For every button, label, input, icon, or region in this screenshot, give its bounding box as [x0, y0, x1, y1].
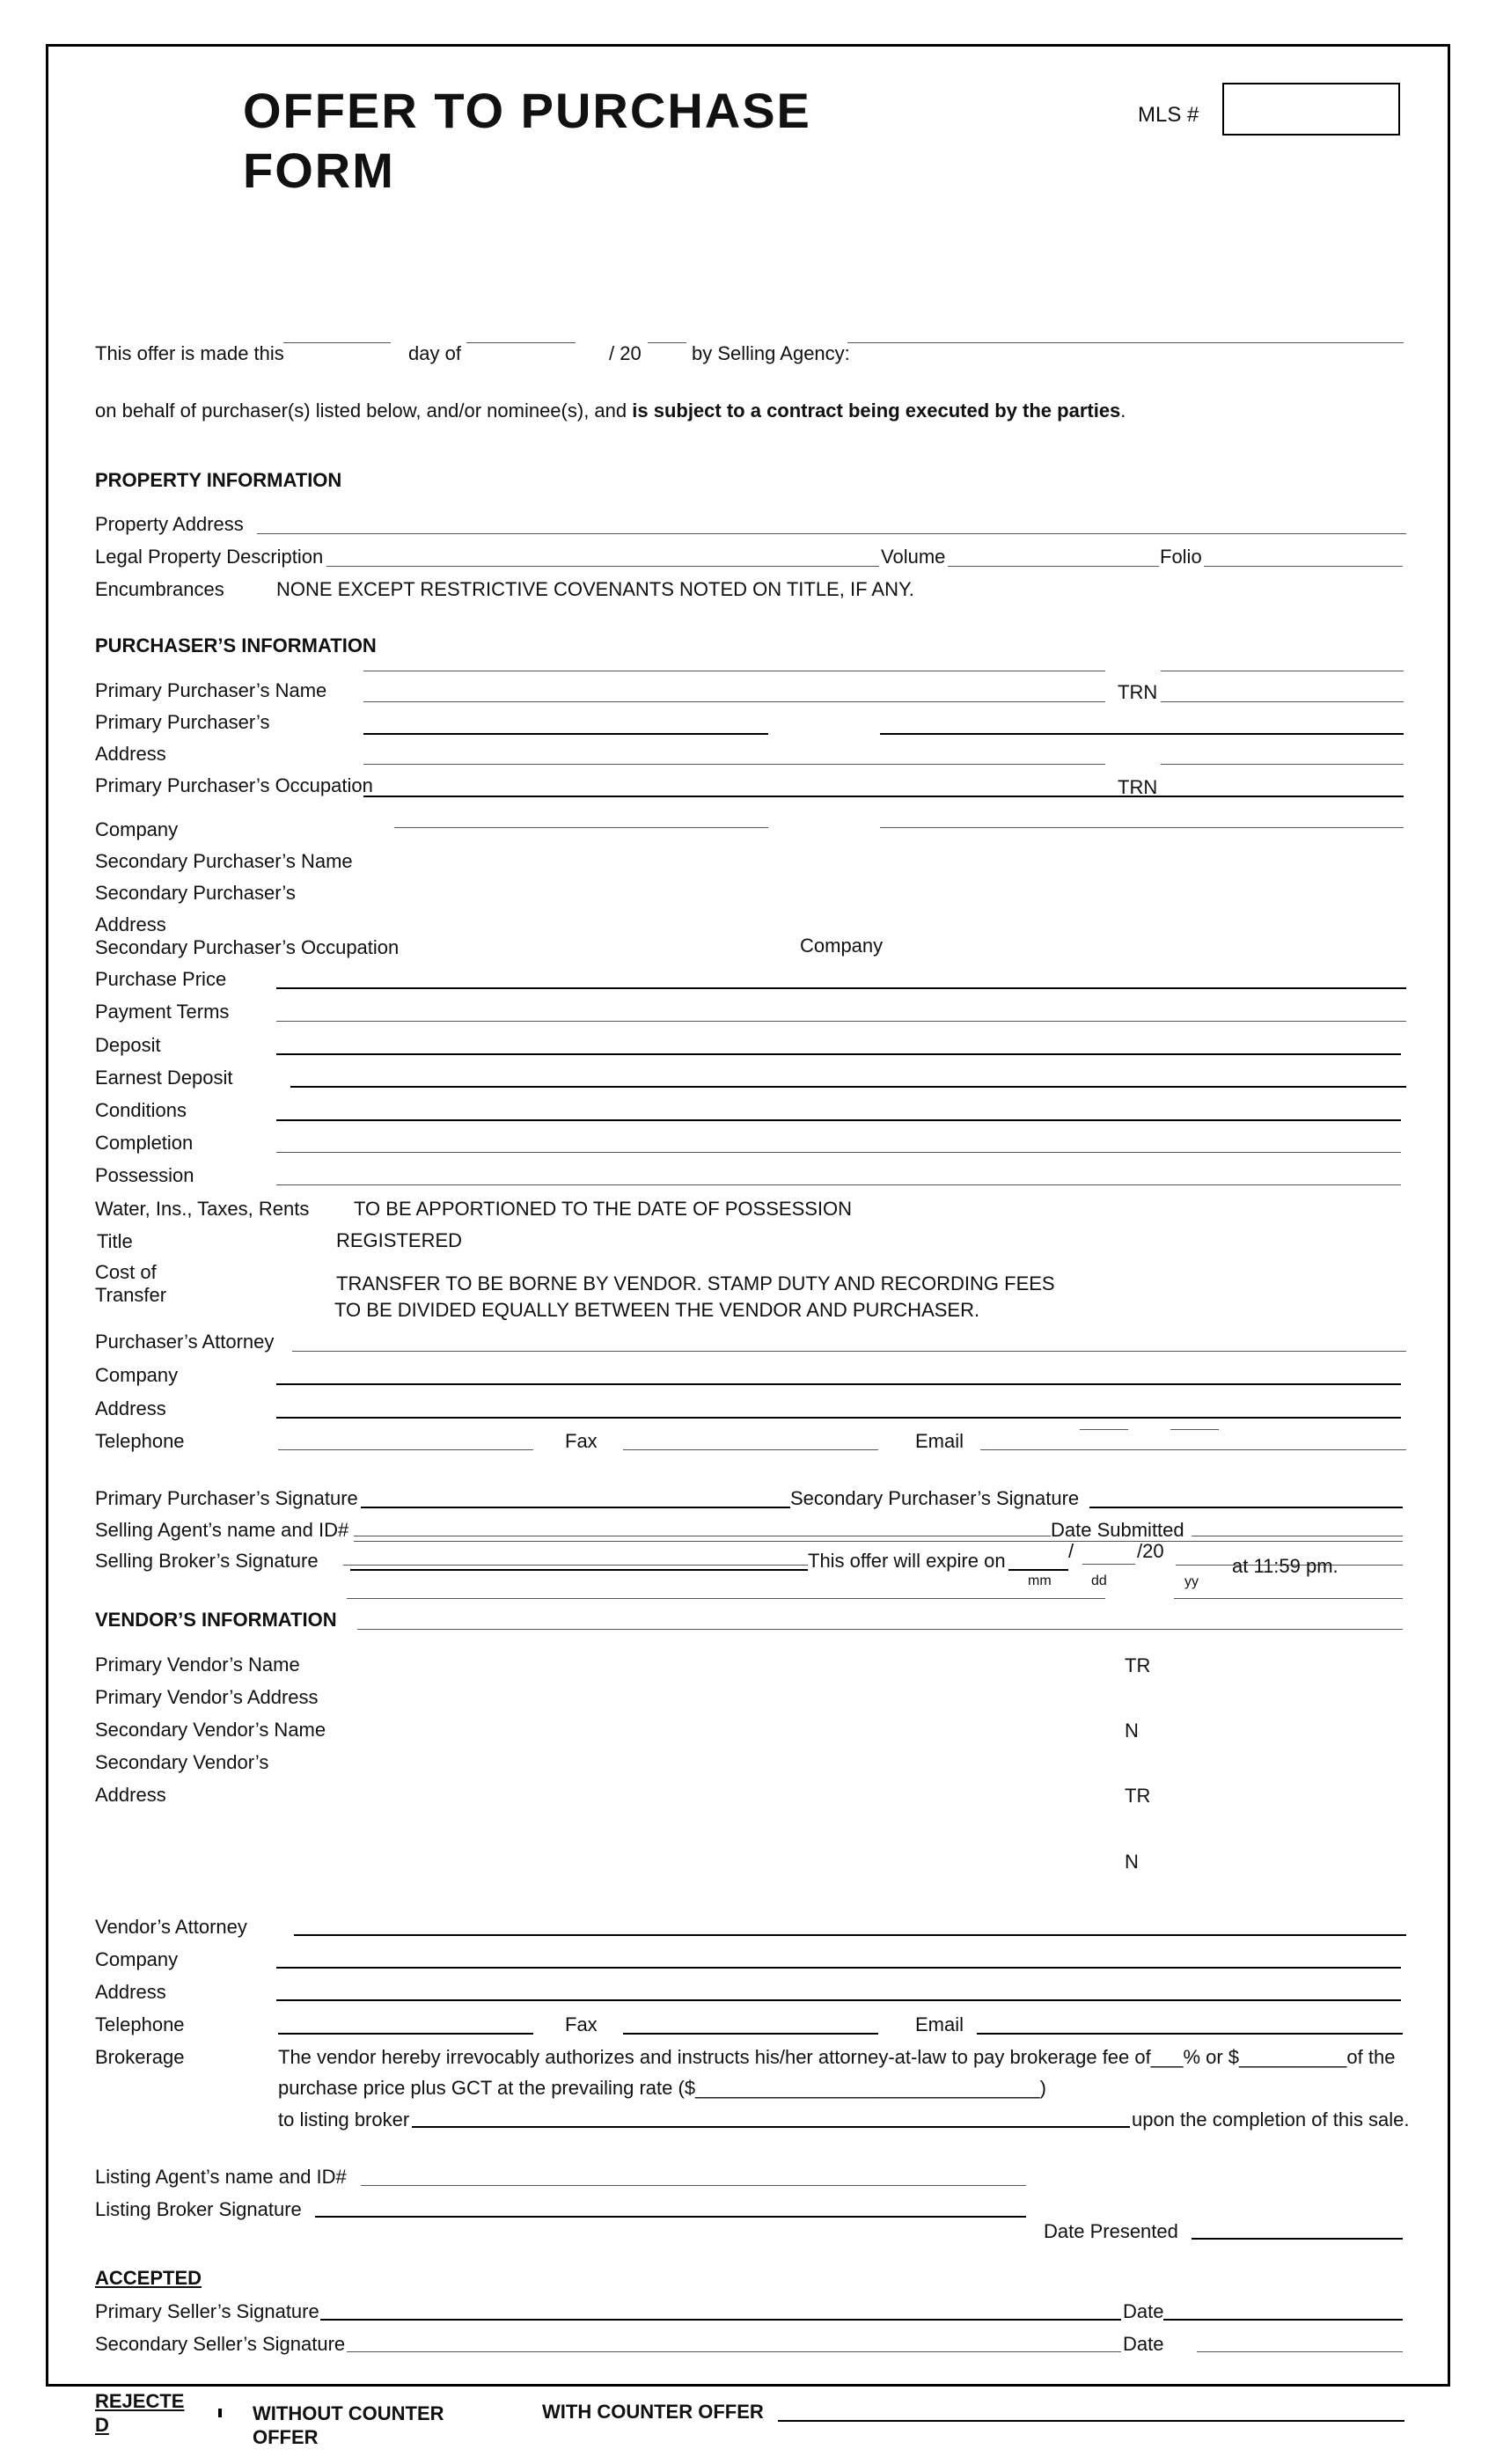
vendor-trn-label-2: TR	[1125, 1785, 1151, 1807]
purchaser-attorney-label: Purchaser’s Attorney	[95, 1331, 275, 1353]
primary-purchaser-address-field[interactable]	[363, 733, 768, 735]
separator-line	[1174, 1598, 1403, 1599]
separator-line	[347, 1598, 1105, 1599]
date-slash-20: /20	[1137, 1540, 1164, 1562]
vendor-attorney-field[interactable]	[294, 1934, 1406, 1936]
yy-label: yy	[1184, 1574, 1199, 1589]
completion-of-sale-label: upon the completion of this sale.	[1132, 2108, 1410, 2130]
primary-purchaser-signature-label: Primary Purchaser’s Signature	[95, 1487, 358, 1509]
secondary-vendor-name-label: Secondary Vendor’s Name	[95, 1719, 326, 1741]
purchaser-attorney-telephone-field[interactable]	[278, 1449, 533, 1450]
offer-day-field[interactable]	[283, 342, 391, 343]
vendor-heading: VENDOR’S INFORMATION	[95, 1609, 337, 1631]
purchaser-attorney-address-label: Address	[95, 1397, 166, 1419]
selling-broker-signature-field[interactable]	[350, 1569, 808, 1571]
property-address-field[interactable]	[257, 533, 1406, 534]
legal-description-field[interactable]	[326, 566, 879, 567]
secondary-company-label: Company	[800, 935, 884, 957]
purchase-price-field[interactable]	[276, 987, 1406, 989]
water-taxes-label: Water, Ins., Taxes, Rents	[95, 1198, 310, 1220]
brokerage-text-line2: purchase price plus GCT at the prevailing rate ($________________________________)	[278, 2077, 1046, 2099]
dd-label: dd	[1091, 1573, 1107, 1588]
completion-label: Completion	[95, 1132, 194, 1154]
vendor-attorney-address-field[interactable]	[276, 1999, 1401, 2001]
vendor-attorney-email-field[interactable]	[977, 2033, 1403, 2035]
short-line	[1080, 1429, 1128, 1430]
title-label: Title	[97, 1230, 133, 1252]
primary-vendor-name-label: Primary Vendor’s Name	[95, 1654, 300, 1676]
offer-month-field[interactable]	[466, 342, 576, 343]
counter-offer-field[interactable]	[778, 2420, 1404, 2422]
vendor-attorney-email-label: Email	[915, 2013, 964, 2035]
primary-purchaser-address-label-2: Address	[95, 743, 166, 765]
offer-year-field[interactable]	[648, 342, 686, 343]
mls-input-box[interactable]	[1222, 83, 1400, 136]
vendor-attorney-company-label: Company	[95, 1948, 179, 1970]
folio-label: Folio	[1160, 546, 1202, 568]
vendor-attorney-telephone-field[interactable]	[278, 2033, 533, 2035]
separator-line	[343, 1565, 808, 1566]
trn-label-2: TRN	[1118, 776, 1158, 798]
listing-broker-label: to listing broker	[278, 2108, 410, 2130]
expire-time-label: at 11:59 pm.	[1232, 1555, 1338, 1577]
primary-purchaser-address-field-2[interactable]	[880, 733, 1404, 735]
without-counter-offer-label-2: OFFER	[253, 2426, 319, 2448]
listing-broker-field[interactable]	[412, 2126, 1130, 2128]
earnest-deposit-label: Earnest Deposit	[95, 1067, 233, 1089]
vendor-attorney-fax-field[interactable]	[623, 2033, 878, 2035]
property-address-label: Property Address	[95, 513, 244, 535]
vendor-attorney-company-field[interactable]	[276, 1967, 1401, 1969]
completion-field[interactable]	[276, 1152, 1401, 1153]
purchaser-attorney-company-field[interactable]	[276, 1383, 1401, 1385]
primary-purchaser-address-label: Primary Purchaser’s	[95, 711, 270, 733]
short-line	[1170, 1429, 1219, 1430]
vendor-trn-label-n-2: N	[1125, 1851, 1139, 1873]
vendor-attorney-fax-label: Fax	[565, 2013, 598, 2035]
primary-occupation-field[interactable]	[363, 796, 1404, 797]
secondary-purchaser-name-label: Secondary Purchaser’s Name	[95, 850, 353, 872]
selling-agent-label: Selling Agent’s name and ID#	[95, 1519, 349, 1541]
water-taxes-value: TO BE APPORTIONED TO THE DATE OF POSSESSION	[354, 1198, 853, 1220]
title-value: REGISTERED	[336, 1229, 463, 1251]
purchaser-attorney-email-label: Email	[915, 1430, 964, 1452]
purchaser-attorney-company-label: Company	[95, 1364, 179, 1386]
payment-terms-field[interactable]	[276, 1021, 1406, 1022]
listing-broker-signature-label: Listing Broker Signature	[95, 2198, 302, 2220]
selling-agency-field[interactable]	[847, 342, 1404, 343]
date-presented-field[interactable]	[1192, 2238, 1403, 2240]
property-heading: PROPERTY INFORMATION	[95, 469, 342, 491]
listing-agent-label: Listing Agent’s name and ID#	[95, 2166, 347, 2188]
date-submitted-label: Date Submitted	[1051, 1519, 1184, 1541]
mm-label: mm	[1028, 1573, 1052, 1588]
possession-label: Possession	[95, 1164, 194, 1186]
secondary-purchaser-address-label: Secondary Purchaser’s	[95, 882, 296, 904]
selling-agency-label: by Selling Agency:	[692, 342, 850, 364]
purchaser-attorney-field[interactable]	[292, 1351, 1406, 1352]
cost-transfer-value-2: TO BE DIVIDED EQUALLY BETWEEN THE VENDOR AND PURCHASER.	[334, 1299, 980, 1321]
vendor-attorney-label: Vendor’s Attorney	[95, 1916, 247, 1938]
volume-label: Volume	[881, 546, 946, 568]
rejected-label: REJECTE	[95, 2390, 185, 2412]
primary-purchaser-signature-field[interactable]	[361, 1507, 790, 1508]
primary-vendor-address-label: Primary Vendor’s Address	[95, 1686, 319, 1708]
primary-purchaser-name-label: Primary Purchaser’s Name	[95, 679, 327, 701]
secondary-purchaser-signature-field[interactable]	[1089, 1507, 1403, 1508]
expire-month-field[interactable]	[1008, 1569, 1068, 1571]
primary-purchaser-address-field-3[interactable]	[363, 764, 1105, 765]
deposit-label: Deposit	[95, 1034, 161, 1056]
primary-purchaser-name-field[interactable]	[363, 701, 1105, 702]
primary-purchaser-address-field-4[interactable]	[1161, 764, 1404, 765]
secondary-occupation-label: Secondary Purchaser’s Occupation	[95, 936, 400, 958]
primary-trn-field[interactable]	[1161, 701, 1404, 702]
purchaser-attorney-telephone-label: Telephone	[95, 1430, 185, 1452]
secondary-vendor-address-label: Secondary Vendor’s	[95, 1751, 269, 1773]
offer-expire-label: This offer will expire on	[808, 1550, 1006, 1572]
primary-occupation-label: Primary Purchaser’s Occupation	[95, 774, 373, 796]
folio-field[interactable]	[1204, 566, 1403, 567]
purchaser-attorney-email-field[interactable]	[980, 1449, 1406, 1450]
with-counter-offer-label: WITH COUNTER OFFER	[542, 2401, 764, 2423]
primary-seller-date-label: Date	[1123, 2300, 1164, 2322]
primary-seller-signature-field[interactable]	[320, 2319, 1121, 2321]
separator-line	[354, 1541, 1403, 1542]
accepted-heading: ACCEPTED	[95, 2267, 202, 2289]
vendor-attorney-telephone-label: Telephone	[95, 2013, 185, 2035]
vendor-trn-label-n: N	[1125, 1720, 1139, 1742]
behalf-statement: on behalf of purchaser(s) listed below, and/or nominee(s), and is subject to a contract being executed by the parties.	[95, 400, 1126, 422]
vendor-line[interactable]	[357, 1629, 1403, 1630]
company-field[interactable]	[394, 827, 768, 828]
primary-seller-signature-label: Primary Seller’s Signature	[95, 2300, 319, 2322]
checkbox-marker[interactable]	[218, 2409, 222, 2417]
secondary-seller-date-label: Date	[1123, 2333, 1164, 2355]
secondary-vendor-address-label-2: Address	[95, 1784, 166, 1806]
rejected-label-2: D	[95, 2414, 109, 2436]
conditions-label: Conditions	[95, 1099, 187, 1121]
expire-day-field[interactable]	[1082, 1564, 1135, 1565]
possession-field[interactable]	[276, 1184, 1401, 1185]
brokerage-label: Brokerage	[95, 2046, 185, 2068]
vendor-attorney-address-label: Address	[95, 1981, 166, 2003]
company-field-2[interactable]	[880, 827, 1404, 828]
secondary-purchaser-address-label-2: Address	[95, 913, 166, 935]
cost-transfer-label-2: Transfer	[95, 1284, 167, 1306]
encumbrances-value: NONE EXCEPT RESTRICTIVE COVENANTS NOTED ON TITLE, IF ANY.	[276, 578, 914, 600]
cost-transfer-label: Cost of	[95, 1261, 157, 1283]
purchaser-heading: PURCHASER’S INFORMATION	[95, 634, 377, 656]
earnest-deposit-field[interactable]	[290, 1086, 1406, 1088]
company-label: Company	[95, 818, 179, 840]
form-title: OFFER TO PURCHASE FORM	[243, 83, 811, 199]
offer-made-label: This offer is made this	[95, 342, 284, 364]
cost-transfer-value: TRANSFER TO BE BORNE BY VENDOR. STAMP DUTY AND RECORDING FEES	[336, 1272, 1055, 1294]
selling-broker-signature-label: Selling Broker’s Signature	[95, 1550, 319, 1572]
primary-seller-date-field[interactable]	[1163, 2319, 1403, 2321]
day-of-label: day of	[408, 342, 461, 364]
purchaser-attorney-fax-field[interactable]	[623, 1449, 878, 1450]
vendor-trn-label: TR	[1125, 1654, 1151, 1676]
year-prefix-label: / 20	[609, 342, 642, 364]
payment-terms-label: Payment Terms	[95, 1001, 230, 1023]
trn-label: TRN	[1118, 681, 1158, 703]
secondary-seller-signature-field[interactable]	[347, 2351, 1121, 2352]
listing-agent-field[interactable]	[361, 2185, 1026, 2186]
secondary-purchaser-signature-label: Secondary Purchaser’s Signature	[790, 1487, 1080, 1509]
secondary-seller-signature-label: Secondary Seller’s Signature	[95, 2333, 346, 2355]
mls-label: MLS #	[1138, 103, 1199, 127]
purchaser-attorney-fax-label: Fax	[565, 1430, 598, 1452]
volume-field[interactable]	[948, 566, 1159, 567]
secondary-seller-date-field[interactable]	[1197, 2351, 1403, 2352]
date-presented-label: Date Presented	[1044, 2220, 1178, 2242]
deposit-field[interactable]	[276, 1053, 1401, 1055]
conditions-field[interactable]	[276, 1119, 1401, 1121]
legal-description-label: Legal Property Description	[95, 546, 324, 568]
brokerage-text-line1: The vendor hereby irrevocably authorizes and instructs his/her attorney-at-law to pay brokerage fee of___% or $__________of the	[278, 2046, 1396, 2068]
date-slash: /	[1068, 1540, 1074, 1562]
purchaser-attorney-address-field[interactable]	[276, 1417, 1401, 1419]
encumbrances-label: Encumbrances	[95, 578, 224, 600]
purchase-price-label: Purchase Price	[95, 968, 227, 990]
listing-broker-signature-field[interactable]	[315, 2216, 1026, 2218]
without-counter-offer-label: WITHOUT COUNTER	[253, 2402, 444, 2424]
